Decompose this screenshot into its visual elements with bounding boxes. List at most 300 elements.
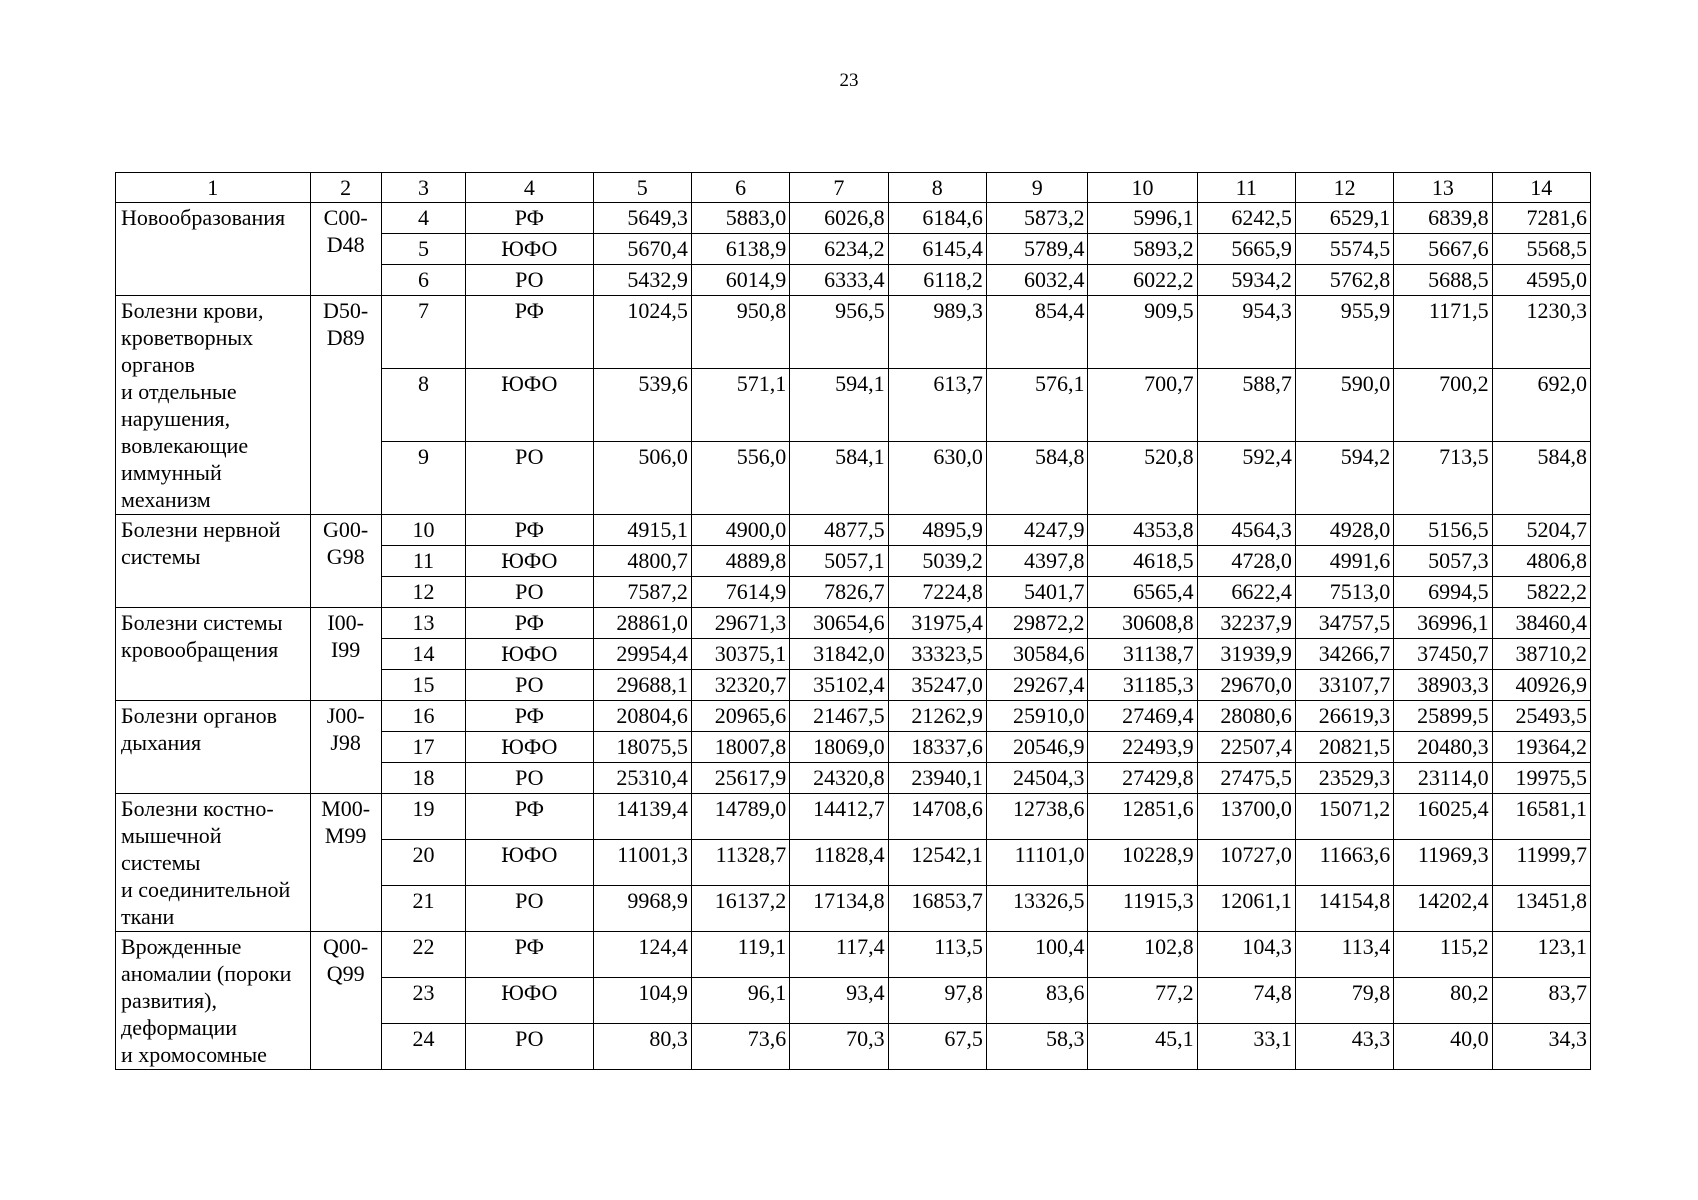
table-row: [116, 608, 1591, 639]
value-cell: 5688,5: [1394, 265, 1492, 296]
value-cell: 93,4: [790, 978, 888, 1024]
value-cell: 6242,5: [1197, 203, 1295, 234]
value-cell: 7281,6: [1492, 203, 1590, 234]
value-cell: 11915,3: [1088, 886, 1197, 932]
value-cell: 571,1: [691, 369, 789, 442]
icd-code-cell: [310, 932, 381, 1070]
value-cell: 4564,3: [1197, 515, 1295, 546]
row-number-cell: 15: [381, 670, 465, 701]
value-cell: 11001,3: [593, 840, 691, 886]
disease-class-line: Болезни нервной: [121, 517, 281, 542]
icd-code-line: D48: [326, 232, 365, 257]
disease-class-line: мышечной: [121, 823, 222, 848]
row-number-cell: 10: [381, 515, 465, 546]
disease-class-line: и соединительной: [121, 877, 291, 902]
value-cell: 20965,6: [691, 701, 789, 732]
disease-class-line: кроветворных: [121, 325, 254, 350]
column-number-row: [116, 173, 1591, 203]
table-row: [116, 794, 1591, 840]
value-cell: 32237,9: [1197, 608, 1295, 639]
value-cell: 19975,5: [1492, 763, 1590, 794]
region-cell: ЮФО: [466, 840, 594, 886]
value-cell: 950,8: [691, 296, 789, 369]
value-cell: 4806,8: [1492, 546, 1590, 577]
value-cell: 38710,2: [1492, 639, 1590, 670]
region-cell: ЮФО: [466, 546, 594, 577]
region-cell: ЮФО: [466, 234, 594, 265]
value-cell: 713,5: [1394, 442, 1492, 515]
value-cell: 5401,7: [986, 577, 1088, 608]
value-cell: 4247,9: [986, 515, 1088, 546]
value-cell: 77,2: [1088, 978, 1197, 1024]
value-cell: 16025,4: [1394, 794, 1492, 840]
value-cell: 21262,9: [888, 701, 986, 732]
region-cell: РФ: [466, 701, 594, 732]
value-cell: 30584,6: [986, 639, 1088, 670]
disease-class-line: Болезни крови,: [121, 298, 264, 323]
value-cell: 38460,4: [1492, 608, 1590, 639]
value-cell: 18007,8: [691, 732, 789, 763]
page-number: 23: [839, 70, 859, 91]
value-cell: 576,1: [986, 369, 1088, 442]
row-number-cell: 23: [381, 978, 465, 1024]
icd-code-line: I99: [330, 637, 361, 662]
value-cell: 16853,7: [888, 886, 986, 932]
value-cell: 11663,6: [1295, 840, 1393, 886]
value-cell: 15071,2: [1295, 794, 1393, 840]
value-cell: 25617,9: [691, 763, 789, 794]
value-cell: 6138,9: [691, 234, 789, 265]
value-cell: 14202,4: [1394, 886, 1492, 932]
disease-class-cell: [116, 932, 311, 1070]
disease-class-line: системы: [121, 544, 201, 569]
value-cell: 6994,5: [1394, 577, 1492, 608]
value-cell: 13326,5: [986, 886, 1088, 932]
table-body: [116, 173, 1591, 1070]
value-cell: 27429,8: [1088, 763, 1197, 794]
value-cell: 34,3: [1492, 1024, 1590, 1070]
value-cell: 37450,7: [1394, 639, 1492, 670]
value-cell: 102,8: [1088, 932, 1197, 978]
value-cell: 10228,9: [1088, 840, 1197, 886]
value-cell: 80,3: [593, 1024, 691, 1070]
value-cell: 40926,9: [1492, 670, 1590, 701]
value-cell: 30375,1: [691, 639, 789, 670]
icd-code-line: Q00-: [323, 934, 369, 959]
value-cell: 5873,2: [986, 203, 1088, 234]
value-cell: 6565,4: [1088, 577, 1197, 608]
value-cell: 19364,2: [1492, 732, 1590, 763]
value-cell: 4800,7: [593, 546, 691, 577]
value-cell: 104,3: [1197, 932, 1295, 978]
value-cell: 5649,3: [593, 203, 691, 234]
value-cell: 21467,5: [790, 701, 888, 732]
row-number-cell: 7: [381, 296, 465, 369]
value-cell: 5883,0: [691, 203, 789, 234]
value-cell: 26619,3: [1295, 701, 1393, 732]
value-cell: 4915,1: [593, 515, 691, 546]
value-cell: 6145,4: [888, 234, 986, 265]
value-cell: 24320,8: [790, 763, 888, 794]
column-number-cell: 1: [116, 173, 311, 203]
value-cell: 123,1: [1492, 932, 1590, 978]
value-cell: 7826,7: [790, 577, 888, 608]
region-cell: РО: [466, 886, 594, 932]
value-cell: 117,4: [790, 932, 888, 978]
icd-code-line: D50-: [323, 298, 369, 323]
disease-class-line: и отдельные: [121, 379, 237, 404]
value-cell: 27469,4: [1088, 701, 1197, 732]
value-cell: 32320,7: [691, 670, 789, 701]
value-cell: 5762,8: [1295, 265, 1393, 296]
value-cell: 5432,9: [593, 265, 691, 296]
value-cell: 22493,9: [1088, 732, 1197, 763]
value-cell: 5574,5: [1295, 234, 1393, 265]
value-cell: 18075,5: [593, 732, 691, 763]
row-number-cell: 20: [381, 840, 465, 886]
value-cell: 4877,5: [790, 515, 888, 546]
value-cell: 5996,1: [1088, 203, 1197, 234]
region-cell: РО: [466, 1024, 594, 1070]
value-cell: 4397,8: [986, 546, 1088, 577]
column-number-cell: 3: [381, 173, 465, 203]
table-row: [116, 701, 1591, 732]
value-cell: 80,2: [1394, 978, 1492, 1024]
value-cell: 124,4: [593, 932, 691, 978]
row-number-cell: 13: [381, 608, 465, 639]
value-cell: 4595,0: [1492, 265, 1590, 296]
value-cell: 584,8: [1492, 442, 1590, 515]
row-number-cell: 19: [381, 794, 465, 840]
region-cell: РФ: [466, 515, 594, 546]
value-cell: 31138,7: [1088, 639, 1197, 670]
region-cell: РО: [466, 670, 594, 701]
value-cell: 14139,4: [593, 794, 691, 840]
value-cell: 6184,6: [888, 203, 986, 234]
table-row: [116, 296, 1591, 369]
value-cell: 11999,7: [1492, 840, 1590, 886]
disease-class-cell: [116, 701, 311, 794]
row-number-cell: 16: [381, 701, 465, 732]
value-cell: 31975,4: [888, 608, 986, 639]
value-cell: 27475,5: [1197, 763, 1295, 794]
value-cell: 5204,7: [1492, 515, 1590, 546]
column-number-cell: 4: [466, 173, 594, 203]
column-number-cell: 8: [888, 173, 986, 203]
value-cell: 100,4: [986, 932, 1088, 978]
value-cell: 7587,2: [593, 577, 691, 608]
value-cell: 30608,8: [1088, 608, 1197, 639]
icd-code-line: I00-: [327, 610, 364, 635]
value-cell: 29688,1: [593, 670, 691, 701]
row-number-cell: 8: [381, 369, 465, 442]
value-cell: 5039,2: [888, 546, 986, 577]
value-cell: 4353,8: [1088, 515, 1197, 546]
icd-code-cell: [310, 296, 381, 515]
disease-class-line: нарушения,: [121, 406, 231, 431]
value-cell: 5934,2: [1197, 265, 1295, 296]
value-cell: 113,5: [888, 932, 986, 978]
value-cell: 506,0: [593, 442, 691, 515]
icd-code-line: J00-: [326, 703, 365, 728]
value-cell: 613,7: [888, 369, 986, 442]
value-cell: 25493,5: [1492, 701, 1590, 732]
value-cell: 14708,6: [888, 794, 986, 840]
icd-code-line: C00-: [323, 205, 368, 230]
disease-class-line: Новообразования: [121, 205, 286, 230]
value-cell: 33,1: [1197, 1024, 1295, 1070]
value-cell: 588,7: [1197, 369, 1295, 442]
value-cell: 23940,1: [888, 763, 986, 794]
value-cell: 25910,0: [986, 701, 1088, 732]
disease-class-cell: [116, 794, 311, 932]
value-cell: 5789,4: [986, 234, 1088, 265]
table-row: [116, 515, 1591, 546]
disease-class-line: ткани: [121, 904, 175, 929]
value-cell: 38903,3: [1394, 670, 1492, 701]
disease-class-line: развития),: [121, 988, 217, 1013]
value-cell: 594,2: [1295, 442, 1393, 515]
value-cell: 13700,0: [1197, 794, 1295, 840]
value-cell: 20804,6: [593, 701, 691, 732]
icd-code-cell: [310, 794, 381, 932]
value-cell: 119,1: [691, 932, 789, 978]
column-number-cell: 2: [310, 173, 381, 203]
value-cell: 74,8: [1197, 978, 1295, 1024]
value-cell: 25310,4: [593, 763, 691, 794]
value-cell: 584,8: [986, 442, 1088, 515]
value-cell: 14412,7: [790, 794, 888, 840]
value-cell: 31185,3: [1088, 670, 1197, 701]
value-cell: 6839,8: [1394, 203, 1492, 234]
value-cell: 35102,4: [790, 670, 888, 701]
value-cell: 20480,3: [1394, 732, 1492, 763]
disease-class-cell: [116, 296, 311, 515]
value-cell: 29954,4: [593, 639, 691, 670]
table-row: [116, 203, 1591, 234]
value-cell: 6529,1: [1295, 203, 1393, 234]
column-number-cell: 12: [1295, 173, 1393, 203]
value-cell: 700,7: [1088, 369, 1197, 442]
value-cell: 30654,6: [790, 608, 888, 639]
value-cell: 5667,6: [1394, 234, 1492, 265]
value-cell: 5156,5: [1394, 515, 1492, 546]
value-cell: 4928,0: [1295, 515, 1393, 546]
column-number-cell: 6: [691, 173, 789, 203]
icd-code-line: G98: [326, 544, 365, 569]
value-cell: 34266,7: [1295, 639, 1393, 670]
value-cell: 16581,1: [1492, 794, 1590, 840]
icd-code-cell: [310, 515, 381, 608]
disease-class-line: Болезни органов: [121, 703, 278, 728]
icd-code-cell: [310, 608, 381, 701]
value-cell: 29872,2: [986, 608, 1088, 639]
table-row: [116, 932, 1591, 978]
value-cell: 113,4: [1295, 932, 1393, 978]
value-cell: 956,5: [790, 296, 888, 369]
value-cell: 14789,0: [691, 794, 789, 840]
value-cell: 33107,7: [1295, 670, 1393, 701]
row-number-cell: 18: [381, 763, 465, 794]
disease-class-line: системы: [121, 850, 201, 875]
value-cell: 4900,0: [691, 515, 789, 546]
value-cell: 23114,0: [1394, 763, 1492, 794]
value-cell: 539,6: [593, 369, 691, 442]
value-cell: 6014,9: [691, 265, 789, 296]
value-cell: 954,3: [1197, 296, 1295, 369]
region-cell: РО: [466, 442, 594, 515]
value-cell: 17134,8: [790, 886, 888, 932]
value-cell: 115,2: [1394, 932, 1492, 978]
value-cell: 5665,9: [1197, 234, 1295, 265]
value-cell: 5057,1: [790, 546, 888, 577]
region-cell: ЮФО: [466, 978, 594, 1024]
value-cell: 909,5: [1088, 296, 1197, 369]
value-cell: 989,3: [888, 296, 986, 369]
value-cell: 79,8: [1295, 978, 1393, 1024]
row-number-cell: 22: [381, 932, 465, 978]
value-cell: 1230,3: [1492, 296, 1590, 369]
value-cell: 83,6: [986, 978, 1088, 1024]
icd-code-cell: [310, 203, 381, 296]
value-cell: 5568,5: [1492, 234, 1590, 265]
region-cell: РО: [466, 265, 594, 296]
icd-code-line: J98: [330, 730, 361, 755]
column-number-cell: 14: [1492, 173, 1590, 203]
value-cell: 12851,6: [1088, 794, 1197, 840]
value-cell: 4991,6: [1295, 546, 1393, 577]
value-cell: 28080,6: [1197, 701, 1295, 732]
icd-code-line: M00-: [321, 796, 371, 821]
icd-code-line: G00-: [323, 517, 369, 542]
value-cell: 4895,9: [888, 515, 986, 546]
value-cell: 590,0: [1295, 369, 1393, 442]
disease-class-line: Врожденные: [121, 934, 242, 959]
value-cell: 584,1: [790, 442, 888, 515]
value-cell: 7614,9: [691, 577, 789, 608]
value-cell: 36996,1: [1394, 608, 1492, 639]
icd-code-cell: [310, 701, 381, 794]
value-cell: 14154,8: [1295, 886, 1393, 932]
value-cell: 16137,2: [691, 886, 789, 932]
value-cell: 33323,5: [888, 639, 986, 670]
disease-class-cell: [116, 515, 311, 608]
disease-class-line: иммунный: [121, 460, 222, 485]
value-cell: 4728,0: [1197, 546, 1295, 577]
value-cell: 31842,0: [790, 639, 888, 670]
region-cell: РФ: [466, 932, 594, 978]
value-cell: 18069,0: [790, 732, 888, 763]
value-cell: 5057,3: [1394, 546, 1492, 577]
disease-class-cell: [116, 608, 311, 701]
value-cell: 67,5: [888, 1024, 986, 1070]
icd-code-line: D89: [326, 325, 365, 350]
value-cell: 24504,3: [986, 763, 1088, 794]
column-number-cell: 5: [593, 173, 691, 203]
value-cell: 4618,5: [1088, 546, 1197, 577]
value-cell: 7513,0: [1295, 577, 1393, 608]
value-cell: 556,0: [691, 442, 789, 515]
value-cell: 6234,2: [790, 234, 888, 265]
value-cell: 5893,2: [1088, 234, 1197, 265]
value-cell: 520,8: [1088, 442, 1197, 515]
value-cell: 23529,3: [1295, 763, 1393, 794]
value-cell: 13451,8: [1492, 886, 1590, 932]
column-number-cell: 7: [790, 173, 888, 203]
disease-class-line: механизм: [121, 487, 211, 512]
disease-class-line: Болезни системы: [121, 610, 283, 635]
disease-class-line: аномалии (пороки: [121, 961, 292, 986]
value-cell: 4889,8: [691, 546, 789, 577]
disease-class-line: дыхания: [121, 730, 202, 755]
value-cell: 73,6: [691, 1024, 789, 1070]
disease-class-line: органов: [121, 352, 195, 377]
value-cell: 40,0: [1394, 1024, 1492, 1070]
value-cell: 6622,4: [1197, 577, 1295, 608]
column-number-cell: 10: [1088, 173, 1197, 203]
disease-class-cell: [116, 203, 311, 296]
row-number-cell: 21: [381, 886, 465, 932]
region-cell: РФ: [466, 608, 594, 639]
value-cell: 70,3: [790, 1024, 888, 1070]
row-number-cell: 17: [381, 732, 465, 763]
value-cell: 11328,7: [691, 840, 789, 886]
value-cell: 12738,6: [986, 794, 1088, 840]
value-cell: 594,1: [790, 369, 888, 442]
value-cell: 11828,4: [790, 840, 888, 886]
value-cell: 854,4: [986, 296, 1088, 369]
value-cell: 96,1: [691, 978, 789, 1024]
value-cell: 5822,2: [1492, 577, 1590, 608]
region-cell: РФ: [466, 794, 594, 840]
column-number-cell: 9: [986, 173, 1088, 203]
value-cell: 12542,1: [888, 840, 986, 886]
disease-class-line: Болезни костно-: [121, 796, 274, 821]
value-cell: 592,4: [1197, 442, 1295, 515]
row-number-cell: 6: [381, 265, 465, 296]
row-number-cell: 24: [381, 1024, 465, 1070]
value-cell: 18337,6: [888, 732, 986, 763]
value-cell: 20821,5: [1295, 732, 1393, 763]
row-number-cell: 9: [381, 442, 465, 515]
value-cell: 630,0: [888, 442, 986, 515]
value-cell: 25899,5: [1394, 701, 1492, 732]
value-cell: 1171,5: [1394, 296, 1492, 369]
value-cell: 12061,1: [1197, 886, 1295, 932]
morbidity-table: [115, 172, 1591, 1070]
value-cell: 28861,0: [593, 608, 691, 639]
value-cell: 45,1: [1088, 1024, 1197, 1070]
value-cell: 7224,8: [888, 577, 986, 608]
disease-class-line: вовлекающие: [121, 433, 249, 458]
value-cell: 5670,4: [593, 234, 691, 265]
value-cell: 104,9: [593, 978, 691, 1024]
row-number-cell: 4: [381, 203, 465, 234]
icd-code-line: M99: [324, 823, 367, 848]
value-cell: 6333,4: [790, 265, 888, 296]
disease-class-line: деформации: [121, 1015, 238, 1040]
value-cell: 6032,4: [986, 265, 1088, 296]
column-number-cell: 11: [1197, 173, 1295, 203]
value-cell: 29267,4: [986, 670, 1088, 701]
row-number-cell: 14: [381, 639, 465, 670]
value-cell: 29671,3: [691, 608, 789, 639]
column-number-cell: 13: [1394, 173, 1492, 203]
region-cell: РО: [466, 577, 594, 608]
value-cell: 955,9: [1295, 296, 1393, 369]
region-cell: РФ: [466, 203, 594, 234]
value-cell: 1024,5: [593, 296, 691, 369]
